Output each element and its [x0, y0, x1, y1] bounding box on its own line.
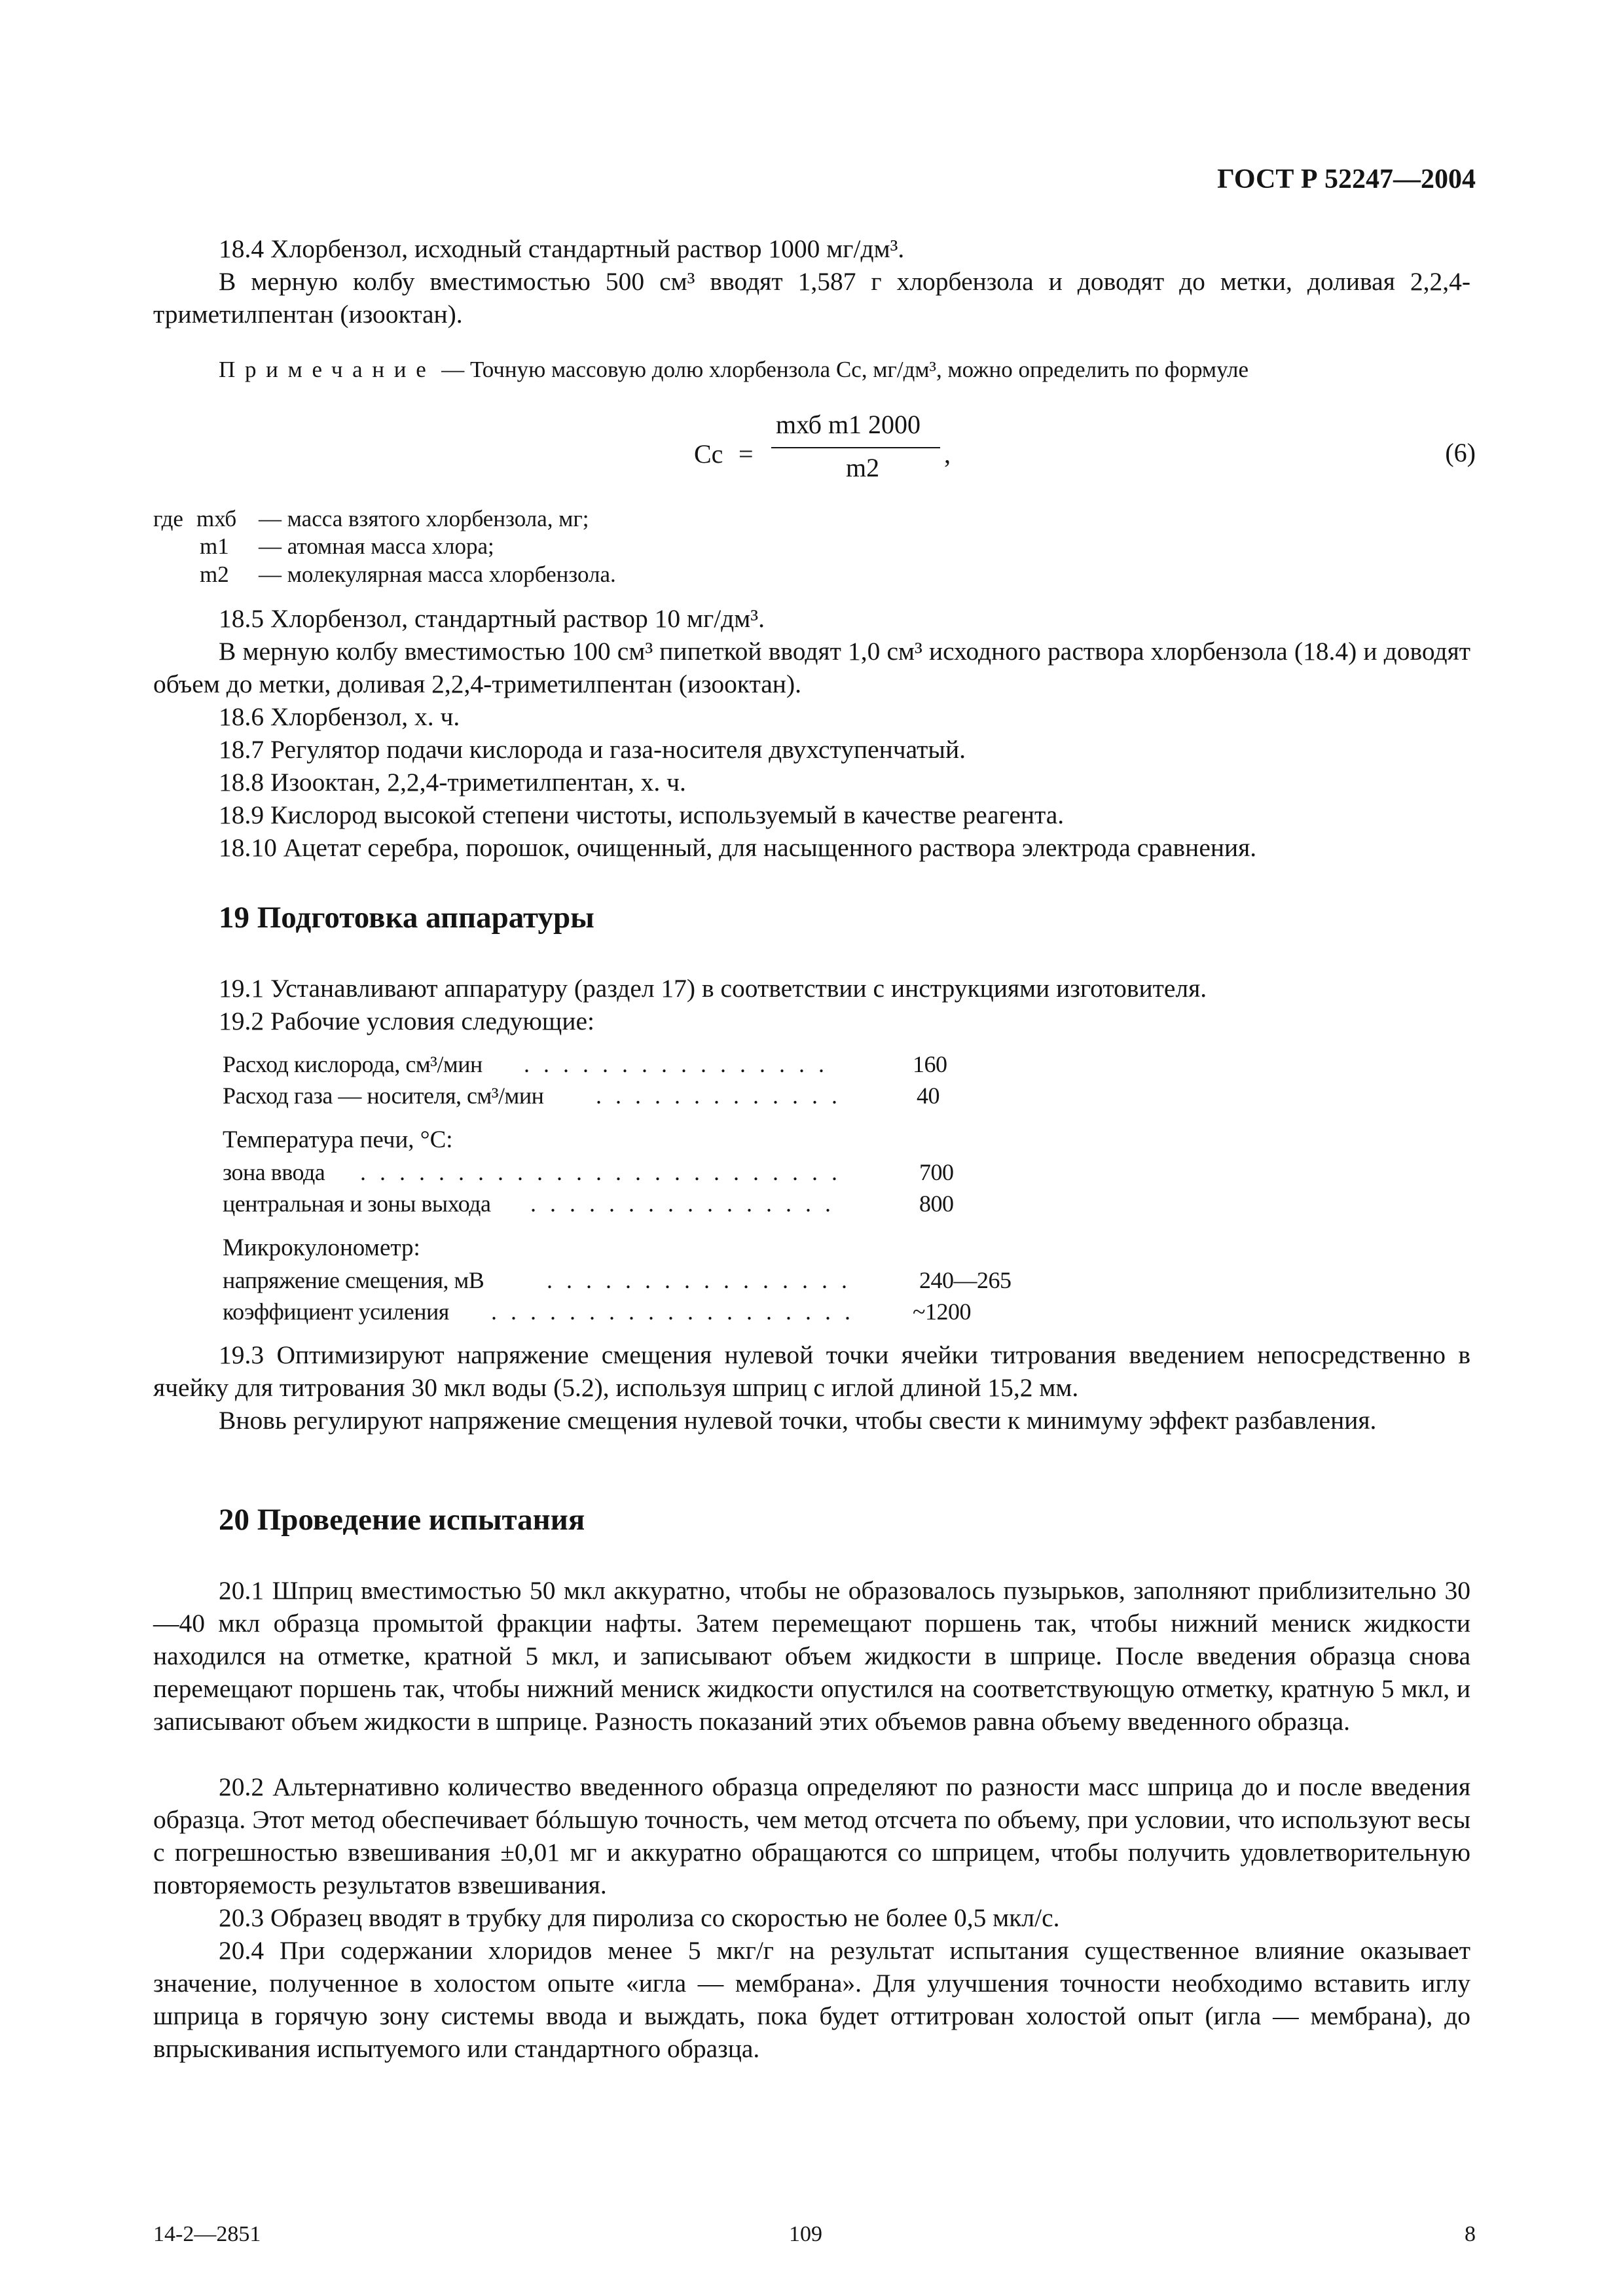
- note-label: Примечание: [219, 357, 436, 382]
- cond-inlet-value: 700: [919, 1159, 954, 1185]
- item-18-8: 18.8 Изооктан, 2,2,4-триметилпентан, х. ч.: [219, 768, 686, 797]
- formula-equals: =: [739, 439, 754, 469]
- where-symbol-3: m2: [200, 562, 229, 587]
- cond-oven-label: Температура печи, °С:: [223, 1126, 453, 1153]
- cond-inlet-label: зона ввода: [223, 1159, 325, 1185]
- cond-micro-label: Микрокулонометр:: [223, 1234, 420, 1261]
- cond-gain-label: коэффициент усиления: [223, 1299, 449, 1325]
- cond-gain-value: ~1200: [913, 1299, 971, 1325]
- s20-3: 20.3 Образец вводят в трубку для пиролиза со скоростью не более 0,5 мкл/с.: [219, 1903, 1060, 1932]
- leader-dots: . . . . . . . . . . . . . . . . . . .: [491, 1299, 854, 1325]
- where-lead: где: [153, 506, 183, 531]
- formula-lhs: Cc: [694, 439, 723, 469]
- cond-carrier-label: Расход газа — носителя, см³/мин: [223, 1083, 544, 1109]
- standard-number: ГОСТ Р 52247—2004: [1217, 164, 1476, 194]
- s19-3: 19.3 Оптимизируют напряжение смещения нулевой точки ячейки титрования введением непосредственно в ячейку для титрования 30 мкл воды (5.2), используя шприц с иглой длиной 15,2 мм.: [153, 1340, 1470, 1402]
- footer-code: 14-2—2851: [153, 2222, 261, 2246]
- cond-bias-value: 240—265: [919, 1267, 1012, 1293]
- formula-numerator: mхб m1 2000: [776, 410, 921, 439]
- leader-dots: . . . . . . . . . . . . .: [596, 1083, 841, 1109]
- cond-carrier-value: 40: [917, 1083, 939, 1109]
- equation-number: (6): [1445, 438, 1476, 467]
- cond-central-label: центральная и зоны выхода: [223, 1191, 491, 1217]
- s20-1: 20.1 Шприц вместимостью 50 мкл аккуратно, чтобы не образовалось пузырьков, заполняют приблизительно 30—40 мкл образца промытой фракции нафты. Затем перемещают поршень так, чтобы нижний мениск жидкости находился на отметке, кратной 5 мкл, и записывают объем жидкости в шприце. После введения образца снова перемещают поршень так, чтобы нижний мениск жидкости опустился на соответствующую отметку, кратную 5 мкл, и записывают объем жидкости в шприце. Разность показаний этих объемов равна объему введенного образца.: [153, 1576, 1470, 1736]
- s20-4: 20.4 При содержании хлоридов менее 5 мкг/г на результат испытания существенное влияние оказывает значение, полученное в холостом опыте «игла — мембрана». Для улучшения точности необходимо вставить иглу шприца в горячую зону системы ввода и выждать, пока будет оттитрован холостой опыт (игла — мембрана), до впрыскивания испытуемого или стандартного образца.: [153, 1936, 1470, 2063]
- where-text-3: — молекулярная масса хлорбензола.: [259, 562, 616, 587]
- page-number-center: 109: [789, 2222, 822, 2246]
- s18-4-text: В мерную колбу вместимостью 500 см³ вводят 1,587 г хлорбензола и доводят до метки, доливая 2,2,4-триметилпентан (изооктан).: [153, 267, 1470, 329]
- s20-2: 20.2 Альтернативно количество введенного образца определяют по разности масс шприца до и после введения образца. Этот метод обеспечивает бóльшую точность, чем метод отсчета по объему, при условии, что используют весы с погрешностью взвешивания ±0,01 мг и аккуратно обращаются со шприцем, чтобы получить удовлетворительную повторяемость результатов взвешивания.: [153, 1772, 1470, 1899]
- cond-oxygen-value: 160: [913, 1051, 947, 1077]
- where-text-1: — масса взятого хлорбензола, мг;: [259, 506, 589, 531]
- cond-central-value: 800: [919, 1191, 954, 1217]
- item-18-9: 18.9 Кислород высокой степени чистоты, используемый в качестве реагента.: [219, 800, 1065, 829]
- item-18-10: 18.10 Ацетат серебра, порошок, очищенный, для насыщенного раствора электрода сравнения.: [219, 833, 1257, 862]
- s19-1: 19.1 Устанавливают аппаратуру (раздел 17) в соответствии с инструкциями изготовителя.: [219, 974, 1207, 1003]
- s18-5-text: В мерную колбу вместимостью 100 см³ пипеткой вводят 1,0 см³ исходного раствора хлорбензола (18.4) и доводят объем до метки, доливая 2,2,4-триметилпентан (изооктан).: [153, 637, 1470, 698]
- page-number-right: 8: [1465, 2222, 1476, 2246]
- s19-4: Вновь регулируют напряжение смещения нулевой точки, чтобы свести к минимуму эффект разбавления.: [219, 1406, 1377, 1435]
- where-symbol-2: m1: [200, 533, 229, 559]
- item-18-7: 18.7 Регулятор подачи кислорода и газа-носителя двухступенчатый.: [219, 735, 966, 764]
- where-symbol-1: mхб: [196, 506, 237, 531]
- where-text-2: — атомная масса хлора;: [259, 533, 494, 559]
- leader-dots: . . . . . . . . . . . . . . . .: [530, 1191, 835, 1217]
- s19-2: 19.2 Рабочие условия следующие:: [219, 1007, 594, 1035]
- cond-oxygen-label: Расход кислорода, см³/мин: [223, 1051, 483, 1077]
- leader-dots: . . . . . . . . . . . . . . . .: [524, 1051, 828, 1077]
- formula-denominator: m2: [846, 453, 880, 482]
- formula-6: [694, 409, 951, 494]
- s18-4-title: 18.4 Хлорбензол, исходный стандартный раствор 1000 мг/дм³.: [219, 234, 905, 263]
- item-18-6: 18.6 Хлорбензол, х. ч.: [219, 702, 460, 731]
- cond-bias-label: напряжение смещения, мВ: [223, 1267, 484, 1293]
- note-text: — Точную массовую долю хлорбензола Cc, мг/дм³, можно определить по формуле: [441, 357, 1249, 382]
- section-20-heading: 20 Проведение испытания: [219, 1503, 585, 1537]
- leader-dots: . . . . . . . . . . . . . . . .: [547, 1267, 851, 1293]
- leader-dots: . . . . . . . . . . . . . . . . . . . . . . . . .: [360, 1159, 841, 1185]
- section-19-heading: 19 Подготовка аппаратуры: [219, 901, 594, 935]
- fraction-bar: [771, 447, 940, 448]
- s18-5-title: 18.5 Хлорбензол, стандартный раствор 10 мг/дм³.: [219, 604, 765, 633]
- formula-comma: ,: [944, 439, 951, 469]
- note: [219, 357, 1249, 383]
